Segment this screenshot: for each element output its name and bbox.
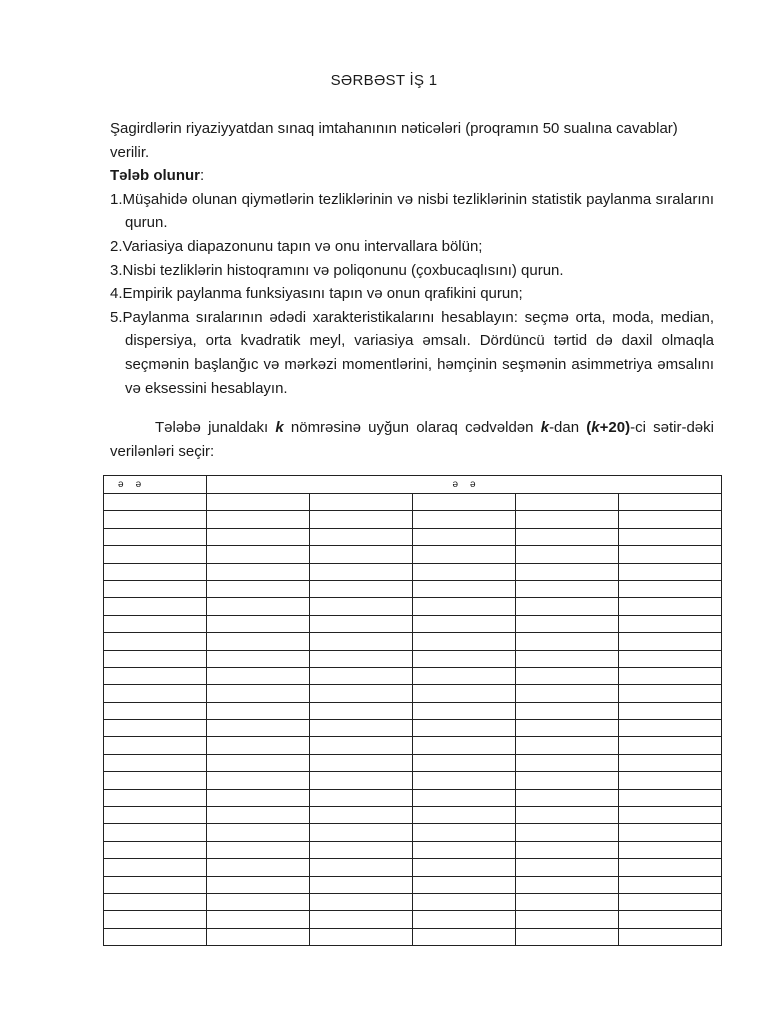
table-cell	[413, 685, 516, 702]
table-cell	[207, 546, 310, 563]
table-cell	[104, 824, 207, 841]
table-cell	[207, 737, 310, 754]
table-cell	[413, 580, 516, 597]
table-cell	[207, 720, 310, 737]
table-cell	[516, 702, 619, 719]
instruction-paren-open: (	[586, 419, 592, 437]
task-item-1: 1.Müşahidə olunan qiymətlərin tezliklərinin və nisbi tezliklərinin statistik paylanma sıralarını qurun.	[110, 190, 714, 232]
table-cell	[207, 893, 310, 910]
table-cell	[310, 928, 413, 945]
table-cell	[207, 528, 310, 545]
table-row	[104, 859, 722, 876]
table-cell	[516, 546, 619, 563]
table-cell	[310, 772, 413, 789]
table-cell	[413, 615, 516, 632]
table-cell	[207, 789, 310, 806]
table-cell	[310, 633, 413, 650]
table-cell	[207, 563, 310, 580]
table-cell	[310, 667, 413, 684]
table-cell	[619, 754, 722, 771]
table-cell	[104, 511, 207, 528]
table-cell	[207, 615, 310, 632]
table-cell	[413, 511, 516, 528]
table-cell	[413, 720, 516, 737]
intro-paragraph: Şagirdlərin riyaziyyatdan sınaq imtahanının nəticələri (proqramın 50 sualına cavablar) verilir.	[110, 120, 678, 161]
table-cell	[413, 563, 516, 580]
table-cell	[207, 807, 310, 824]
table-cell	[104, 807, 207, 824]
table-cell	[104, 615, 207, 632]
table-row	[104, 598, 722, 615]
table-cell	[207, 667, 310, 684]
header-right-char-2: ə	[470, 478, 476, 490]
table-row	[104, 720, 722, 737]
table-cell	[310, 598, 413, 615]
table-cell	[310, 841, 413, 858]
requirements-heading-text: Tələb olunur	[110, 167, 200, 185]
table-row	[104, 494, 722, 511]
table-cell	[310, 824, 413, 841]
table-cell	[310, 580, 413, 597]
table-cell	[310, 546, 413, 563]
table-cell	[104, 720, 207, 737]
data-table-wrapper	[103, 475, 721, 945]
table-cell	[619, 528, 722, 545]
table-header-row	[104, 476, 722, 494]
table-cell	[413, 754, 516, 771]
table-cell	[104, 754, 207, 771]
instruction-part2: nömrəsinə uyğun olaraq cədvəldən	[283, 419, 541, 437]
table-cell	[516, 807, 619, 824]
table-row	[104, 911, 722, 928]
table-cell	[413, 633, 516, 650]
table-cell	[104, 841, 207, 858]
table-row	[104, 511, 722, 528]
table-cell	[413, 807, 516, 824]
table-cell	[207, 928, 310, 945]
table-cell	[619, 633, 722, 650]
table-cell	[310, 876, 413, 893]
table-cell	[619, 598, 722, 615]
table-cell	[516, 911, 619, 928]
table-row	[104, 615, 722, 632]
table-cell	[619, 876, 722, 893]
table-row	[104, 702, 722, 719]
table-row	[104, 841, 722, 858]
table-cell	[104, 893, 207, 910]
table-cell	[516, 789, 619, 806]
instruction-k3: k	[591, 419, 600, 437]
table-row	[104, 789, 722, 806]
table-cell	[207, 772, 310, 789]
document-body	[110, 117, 714, 463]
table-cell	[516, 633, 619, 650]
table-cell	[516, 494, 619, 511]
table-cell	[207, 650, 310, 667]
table-cell	[310, 893, 413, 910]
table-cell	[413, 650, 516, 667]
table-cell	[413, 598, 516, 615]
header-left-char-2: ə	[135, 478, 142, 490]
table-cell	[413, 494, 516, 511]
table-cell	[207, 494, 310, 511]
table-row	[104, 893, 722, 910]
table-cell	[619, 667, 722, 684]
table-cell	[516, 720, 619, 737]
table-cell	[104, 494, 207, 511]
table-cell	[104, 702, 207, 719]
table-cell	[104, 685, 207, 702]
table-cell	[413, 546, 516, 563]
instruction-plus20: +20)	[599, 419, 631, 437]
table-cell	[619, 911, 722, 928]
table-cell	[104, 563, 207, 580]
table-cell	[310, 528, 413, 545]
table-cell	[619, 702, 722, 719]
table-cell	[413, 667, 516, 684]
instruction-k2: k	[540, 419, 550, 437]
table-row	[104, 737, 722, 754]
table-cell	[413, 737, 516, 754]
table-cell	[310, 511, 413, 528]
task-list	[110, 188, 714, 400]
table-row	[104, 928, 722, 945]
table-cell	[413, 928, 516, 945]
table-cell	[310, 754, 413, 771]
table-cell	[516, 841, 619, 858]
requirements-heading-colon: :	[200, 167, 205, 185]
table-cell	[310, 494, 413, 511]
header-right-char-1: ə	[452, 478, 459, 490]
table-cell	[104, 598, 207, 615]
table-cell	[516, 737, 619, 754]
table-cell	[104, 580, 207, 597]
table-cell	[413, 841, 516, 858]
table-cell	[516, 511, 619, 528]
table-cell	[413, 893, 516, 910]
table-cell	[310, 702, 413, 719]
instruction-part4: -ci sətir-dəki verilənləri seçir:	[110, 419, 714, 460]
table-cell	[619, 511, 722, 528]
table-cell	[619, 546, 722, 563]
table-cell	[310, 737, 413, 754]
task-item-5: 5.Paylanma sıralarının ədədi xarakteristikalarını hesablayın: seçmə orta, moda, median, dispersiya, orta kvadratik meyl, variasiya əmsalı. Dördüncü tərtid də daxil olmaqla seçmənin başlanğıc və mərkəzi momentlərini, həmçinin seşmənin asimmetriya əmsalını və eksessini hesablayın.	[110, 308, 714, 397]
table-cell	[207, 511, 310, 528]
table-cell	[207, 702, 310, 719]
table-cell	[619, 807, 722, 824]
table-cell	[516, 772, 619, 789]
table-cell	[104, 737, 207, 754]
table-cell	[516, 650, 619, 667]
table-cell	[619, 720, 722, 737]
table-cell	[619, 737, 722, 754]
table-cell	[207, 685, 310, 702]
table-cell	[619, 841, 722, 858]
table-cell	[207, 859, 310, 876]
table-cell	[413, 824, 516, 841]
table-cell	[104, 928, 207, 945]
table-cell	[310, 807, 413, 824]
table-cell	[413, 528, 516, 545]
table-row	[104, 546, 722, 563]
table-row	[104, 772, 722, 789]
table-row	[104, 650, 722, 667]
table-cell	[310, 650, 413, 667]
table-cell	[207, 754, 310, 771]
table-cell	[619, 494, 722, 511]
table-cell	[516, 598, 619, 615]
table-cell	[207, 580, 310, 597]
table-cell	[619, 928, 722, 945]
table-cell	[104, 859, 207, 876]
table-cell	[104, 667, 207, 684]
table-cell	[413, 789, 516, 806]
table-cell	[207, 876, 310, 893]
data-table	[103, 475, 722, 946]
document-title: SƏRBƏST İŞ 1	[330, 72, 438, 89]
table-cell	[413, 702, 516, 719]
table-row	[104, 754, 722, 771]
table-cell	[516, 563, 619, 580]
table-cell	[516, 580, 619, 597]
table-row	[104, 563, 722, 580]
table-cell	[104, 650, 207, 667]
table-row	[104, 685, 722, 702]
instruction-k1: k	[275, 419, 284, 437]
table-cell	[104, 789, 207, 806]
table-row	[104, 807, 722, 824]
table-cell	[207, 824, 310, 841]
table-cell	[619, 893, 722, 910]
table-cell	[516, 754, 619, 771]
table-cell	[619, 580, 722, 597]
table-header-left	[104, 476, 207, 494]
table-cell	[619, 772, 722, 789]
table-cell	[104, 911, 207, 928]
table-cell	[516, 876, 619, 893]
table-cell	[104, 633, 207, 650]
table-row	[104, 580, 722, 597]
table-cell	[104, 528, 207, 545]
table-cell	[516, 615, 619, 632]
selection-instruction	[110, 416, 714, 463]
table-cell	[619, 789, 722, 806]
header-left-char-1: ə	[118, 478, 124, 490]
table-cell	[516, 928, 619, 945]
table-row	[104, 667, 722, 684]
table-cell	[619, 859, 722, 876]
table-row	[104, 528, 722, 545]
table-cell	[104, 876, 207, 893]
table-cell	[104, 772, 207, 789]
table-cell	[104, 546, 207, 563]
table-row	[104, 824, 722, 841]
instruction-part3: -dan	[549, 419, 587, 437]
table-cell	[207, 633, 310, 650]
table-cell	[619, 563, 722, 580]
table-cell	[516, 859, 619, 876]
table-header-right	[207, 476, 722, 494]
table-cell	[310, 859, 413, 876]
task-item-2: 2.Variasiya diapazonunu tapın və onu intervallara bölün;	[110, 237, 483, 255]
table-cell	[207, 598, 310, 615]
table-cell	[413, 859, 516, 876]
requirements-heading	[110, 164, 714, 188]
table-cell	[413, 911, 516, 928]
table-cell	[310, 685, 413, 702]
table-cell	[310, 911, 413, 928]
table-cell	[516, 824, 619, 841]
task-item-4: 4.Empirik paylanma funksiyasını tapın və onun qrafikini qurun;	[110, 285, 523, 303]
task-item-3: 3.Nisbi tezliklərin histoqramını və poliqonunu (çoxbucaqlısını) qurun.	[110, 261, 564, 279]
table-cell	[619, 650, 722, 667]
table-cell	[619, 615, 722, 632]
table-cell	[619, 685, 722, 702]
instruction-part1: Tələbə junaldakı	[155, 419, 276, 437]
table-cell	[310, 789, 413, 806]
table-row	[104, 876, 722, 893]
table-cell	[619, 824, 722, 841]
table-cell	[207, 911, 310, 928]
table-cell	[207, 841, 310, 858]
table-cell	[310, 563, 413, 580]
table-cell	[310, 615, 413, 632]
table-cell	[413, 772, 516, 789]
table-cell	[516, 685, 619, 702]
table-row	[104, 633, 722, 650]
table-cell	[516, 667, 619, 684]
table-cell	[516, 893, 619, 910]
table-cell	[516, 528, 619, 545]
table-cell	[413, 876, 516, 893]
table-cell	[310, 720, 413, 737]
